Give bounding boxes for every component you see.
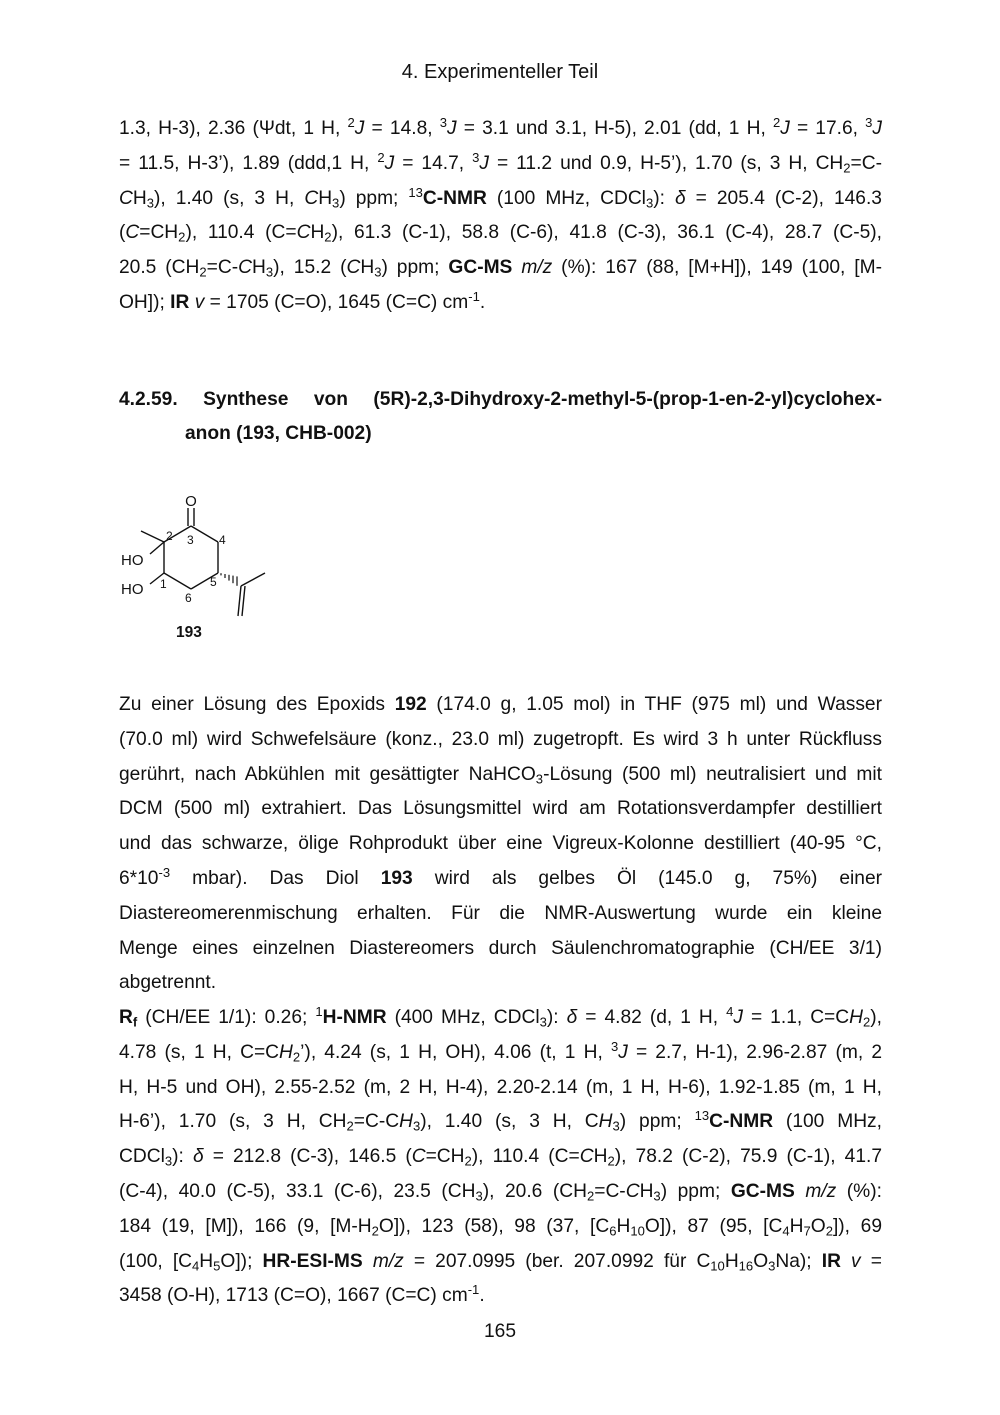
page-header: 4. Experimenteller Teil	[401, 61, 599, 83]
atom-number-3: 3	[187, 533, 194, 547]
chemical-structure-193	[110, 488, 290, 623]
continued-spectral-data: 1.3, H-3), 2.36 (Ψdt, 1 H, $^2$J = 14.8, $^3$J = 3.1 und 3.1, H-5), 2.01 (dd, 1 H, $^2$J = 17.6, $^3$J = 11.5, H-3’), 1.89 (ddd,1 H, $^2$J = 14.7, $^3$J = 11.2 und 0.9, H-5’), 1.70 (s, 3 H, $CH_2=C-$ $CH_3$), 1.40 (s, 3 H, $CH_3$) ppm; $^{13}$C-NMR (100 MHz, CDCl$_3$): δ = 205.4 (C-2), 146.3 $(C=CH_2)$, 110.4 $(C=CH_2)$, 61.3 (C-1), 58.8 (C-6), 41.8 (C-3), 36.1 (C-4), 28.7 (C-5), 20.5 $(CH_2=C-CH_3)$, 15.2 $(CH_3)$ ppm; GC-MS m/z (%): 167 (88, [M+H]), 149 (100, [M- OH]); IR v = 1705 (C=O), 1645 (C=C) $cm^{-1}$.	[119, 114, 882, 313]
atom-number-5: 5	[210, 575, 217, 589]
atom-number-2: 2	[166, 529, 173, 543]
section-title-word-2: von	[313, 389, 348, 410]
section-title-line-2: anon (193, CHB-002)	[185, 423, 372, 444]
section-number: 4.2.59.	[119, 389, 178, 410]
atom-number-6: 6	[185, 591, 192, 605]
hydroxyl-label-lower: HO	[121, 581, 144, 598]
analytical-data-paragraph: $R_f$ (CH/EE 1/1): 0.26; $^1$H-NMR (400 MHz, CDCl$_3$): δ = 4.82 (d, 1 H, $^4$J = 1.1, $C=CH_2$), 4.78 (s, 1 H, $C=CH_2$’), 4.24 (s, 1 H, OH), 4.06 (t, 1 H, $^3$J = 2.7, H-1), 2.96-2.87 (m, 2 H, H-5 und OH), 2.55-2.52 (m, 2 H, H-4), 2.20-2.14 (m, 1 H, H-6), 1.92-1.85 (m, 1 H, H-6’), 1.70 (s, 3 H, $CH_2=C-CH_3$), 1.40 (s, 3 H, $CH_3$) ppm; $^{13}$C-NMR (100 MHz, CDCl$_3$): δ = 212.8 (C-3), 146.5 $(C=CH_2)$, 110.4 $(C=CH_2)$, 78.2 (C-2), 75.9 (C-1), 41.7 (C-4), 40.0 (C-5), 33.1 (C-6), 23.5 $(CH_3)$, 20.6 $(CH_2=C-CH_3)$ ppm; GC-MS m/z (%): 184 (19, [M]), 166 (9, $[M-H_2O]$), 123 (58), 98 (37, $[C_6H_{10}O]$), 87 (95, $[C_4H_7O_2]$), 69 (100, $[C_4H_5O]$); HR-ESI-MS m/z = 207.0995 (ber. 207.0992 für $C_{10}H_{16}O_3Na$); IR v = 3458 (O-H), 1713 (C=O), 1667 (C=C) $cm^{-1}$.	[119, 1003, 882, 1307]
atom-number-1: 1	[160, 577, 167, 591]
oxygen-label: O	[185, 493, 197, 510]
section-heading	[119, 383, 882, 451]
atom-number-4: 4	[219, 533, 226, 547]
hydroxyl-label-upper: HO	[121, 552, 144, 569]
procedure-paragraph: Zu einer Lösung des Epoxids 192 (174.0 g, 1.05 mol) in THF (975 ml) und Wasser (70.0 ml) wird Schwefelsäure (konz., 23.0 ml) zugetropft. Es wird 3 h unter Rückfluss gerührt, nach Abkühlen mit gesättigter NaHCO$_3$-Lösung (500 ml) neutralisiert und mit DCM (500 ml) extrahiert. Das Lösungsmittel wird am Rotationsverdampfer destilliert und das schwarze, ölige Rohprodukt über eine Vigreux-Kolonne destilliert (40-95 °C, $6*10^{-3}$ mbar). Das Diol 193 wird als gelbes Öl (145.0 g, 75%) einer Diastereomerenmischung erhalten. Für die NMR-Auswertung wurde ein kleine Menge eines einzelnen Diastereomers durch Säulenchromatographie (CH/EE 3/1) abgetrennt.	[119, 694, 883, 994]
compound-label: 193	[176, 624, 202, 641]
page-number: 165	[483, 1321, 516, 1342]
section-title-word-1: Synthese	[203, 389, 289, 410]
section-title-word-3: (5R)-2,3-Dihydroxy-2-methyl-5-(prop-1-en-2-yl)cyclohex-	[373, 389, 882, 410]
